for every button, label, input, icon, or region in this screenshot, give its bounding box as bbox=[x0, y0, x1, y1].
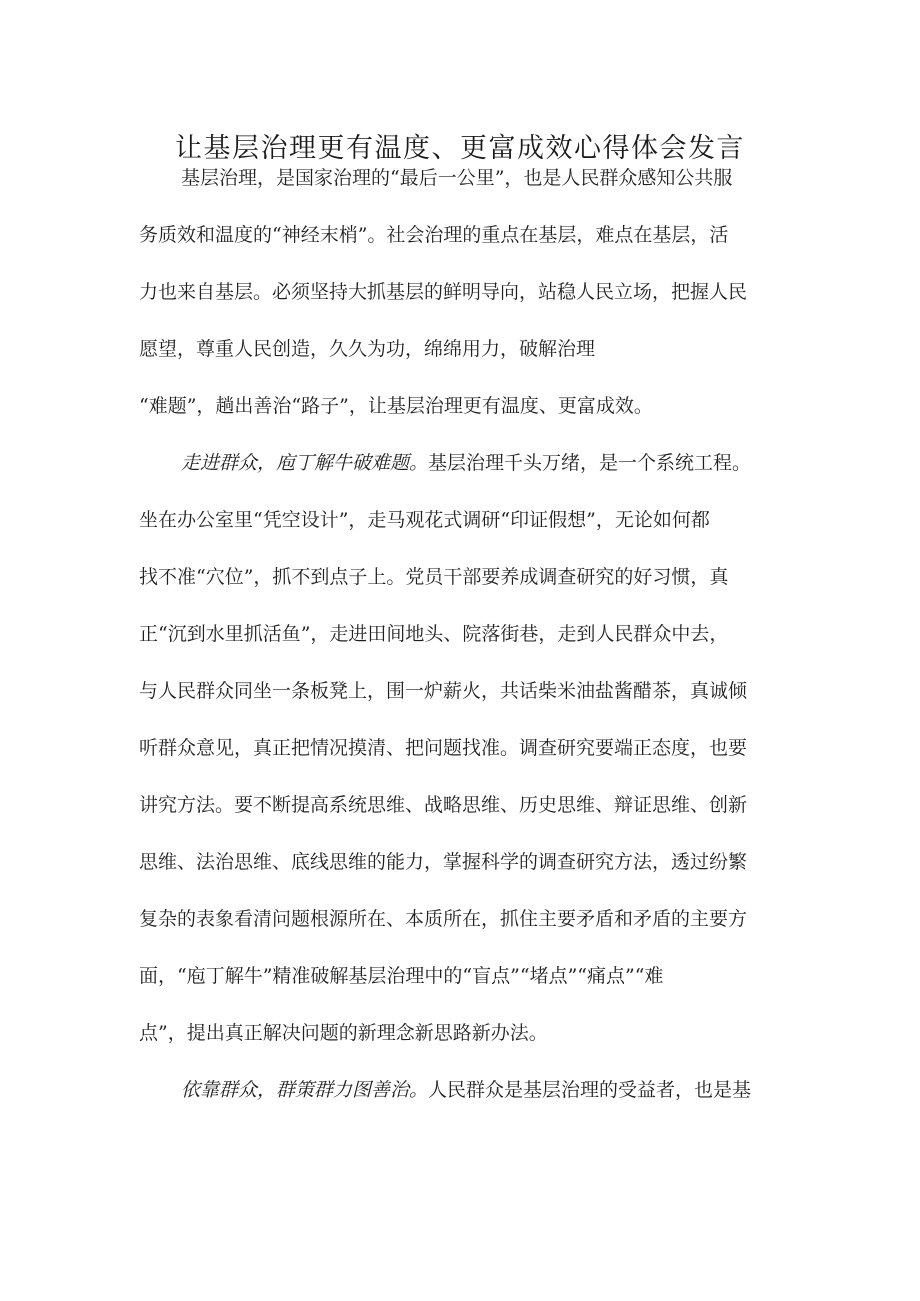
text-line: “难题”，趟出善治“路子”，让基层治理更有温度、更富成效。 bbox=[139, 395, 653, 417]
paragraph-lead: 依靠群众，群策群力图善治。 bbox=[181, 1079, 429, 1101]
paragraph-lead: 走进群众，庖丁解牛破难题。 bbox=[181, 452, 429, 474]
text-line: 坐在办公室里“凭空设计”，走马观花式调研“印证假想”，无论如何都 bbox=[139, 509, 710, 531]
text-line: 找不准“穴位”，抓不到点子上。党员干部要养成调查研究的好习惯，真 bbox=[139, 566, 729, 588]
text-line: 与人民群众同坐一条板凳上，围一炉薪火，共话柴米油盐酱醋茶，真诚倾 bbox=[139, 680, 748, 702]
paragraph-text: 人民群众是基层治理的受益者，也是基 bbox=[428, 1079, 752, 1101]
page-title: 让基层治理更有温度、更富成效心得体会发言 bbox=[175, 133, 745, 164]
text-line bbox=[181, 1074, 751, 1106]
text-line: 力也来自基层。必须坚持大抓基层的鲜明导向，站稳人民立场，把握人民 bbox=[139, 281, 748, 303]
text-line: 讲究方法。要不断提高系统思维、战略思维、历史思维、辩证思维、创新 bbox=[139, 794, 748, 816]
text-line: 思维、法治思维、底线思维的能力，掌握科学的调查研究方法，透过纷繁 bbox=[139, 851, 748, 873]
text-line: 基层治理，是国家治理的“最后一公里”，也是人民群众感知公共服 bbox=[181, 167, 733, 189]
text-line bbox=[181, 447, 751, 479]
text-line: 面，“庖丁解牛”精准破解基层治理中的“盲点”“堵点”“痛点”“难 bbox=[139, 965, 664, 987]
text-line: 正“沉到水里抓活鱼”，走进田间地头、院落街巷，走到人民群众中去， bbox=[139, 623, 729, 645]
text-line: 点”，提出真正解决问题的新理念新思路新办法。 bbox=[139, 1022, 548, 1044]
text-line: 听群众意见，真正把情况摸清、把问题找准。调查研究要端正态度，也要 bbox=[139, 737, 748, 759]
text-line: 复杂的表象看清问题根源所在、本质所在，抓住主要矛盾和矛盾的主要方 bbox=[139, 908, 748, 930]
text-line: 务质效和温度的“神经末梢”。社会治理的重点在基层，难点在基层，活 bbox=[139, 224, 729, 246]
paragraph-text: 基层治理千头万绪，是一个系统工程。 bbox=[428, 452, 752, 474]
text-line: 愿望，尊重人民创造，久久为功，绵绵用力，破解治理 bbox=[139, 338, 596, 360]
